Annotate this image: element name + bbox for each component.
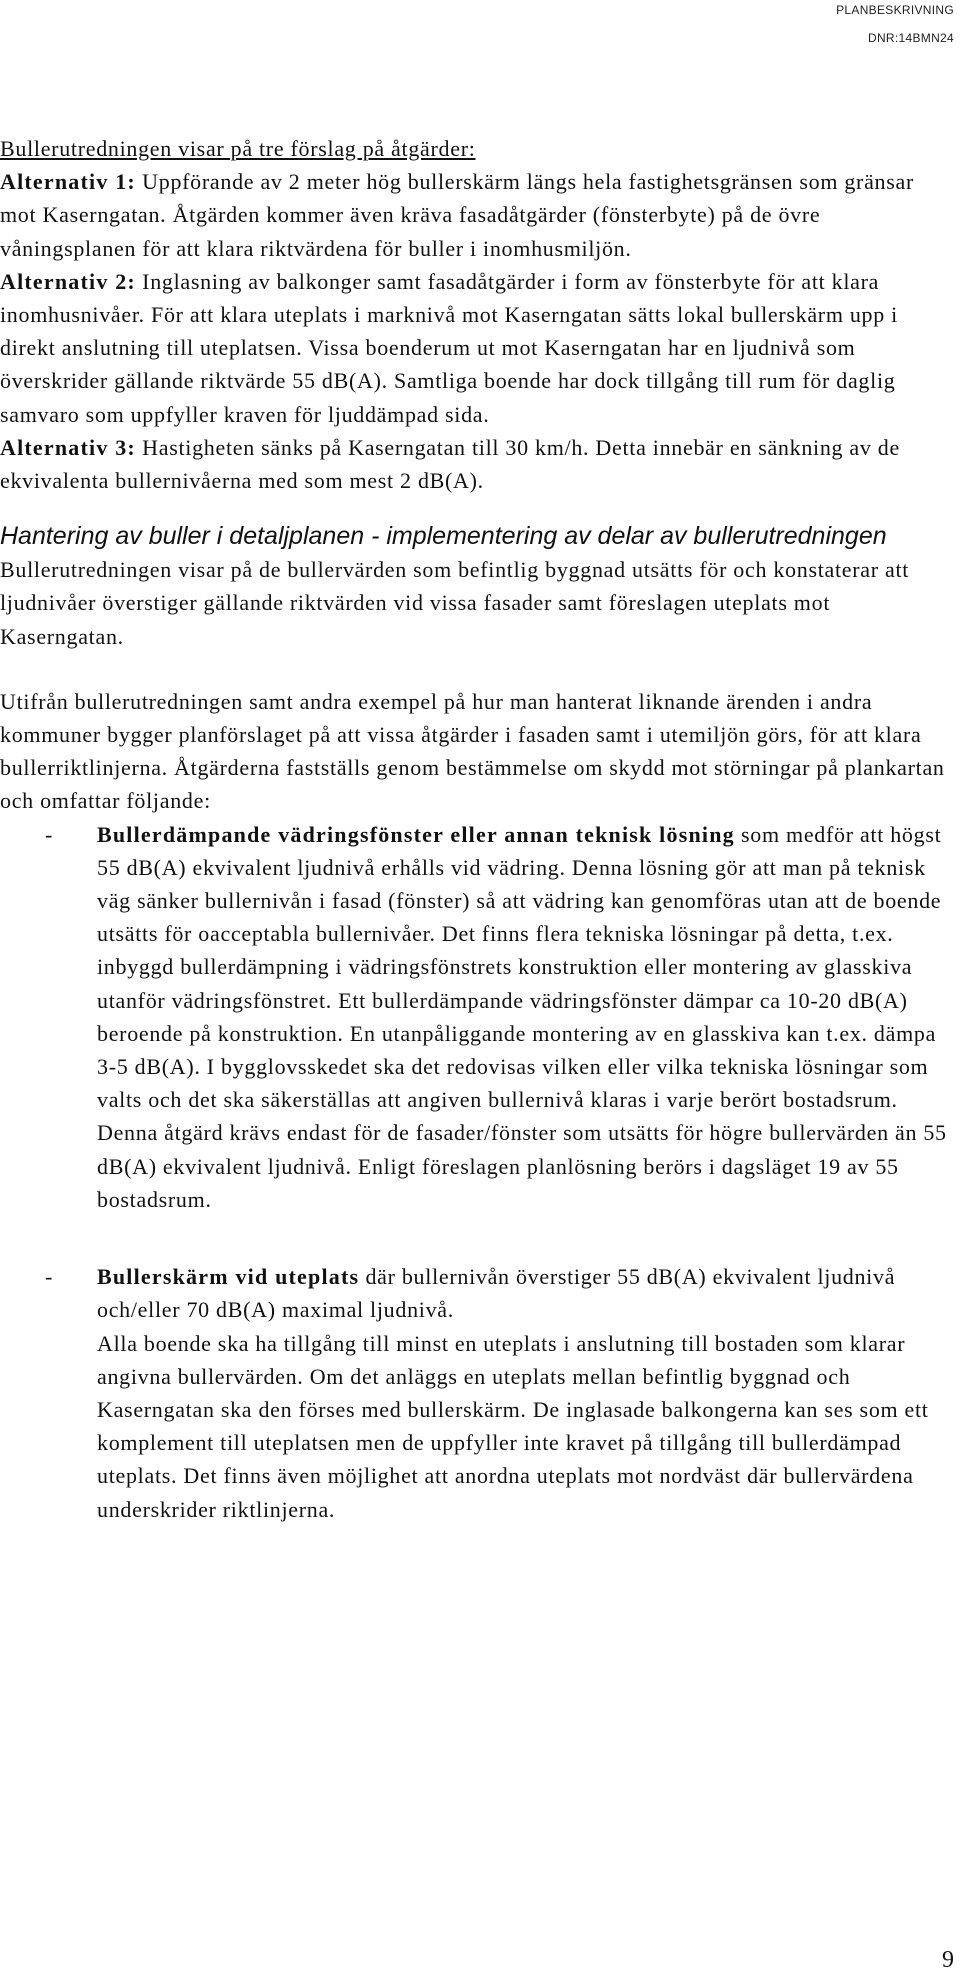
list-item-1-extra: Denna åtgärd krävs endast för de fasader/fönster som utsätts för högre bullervärden än 55 dB(A) ekvivalent ljudnivå. Enligt föreslagen planlösning berörs i dagsläget 19 av 55 bostadsrum. bbox=[97, 1120, 947, 1212]
list-item-2-main bbox=[97, 1260, 955, 1326]
alternative-3-label: Alternativ 3: bbox=[0, 434, 136, 460]
page-content bbox=[0, 132, 955, 1526]
list-item-1-main bbox=[97, 818, 955, 1117]
list-dash: - bbox=[45, 1264, 54, 1290]
list-item-2-bold: Bullerskärm vid uteplats bbox=[97, 1264, 360, 1290]
section-paragraph-2: Utifrån bullerutredningen samt andra exempel på hur man hanterat liknande ärenden i andra kommuner bygger planförslaget på att vissa åtgärder i fasaden samt i utemiljön görs, för att klara bullerriktlinjerna. Åtgärderna fastställs genom bestämmelse om skydd mot störningar på plankartan och omfattar följande: bbox=[0, 688, 945, 814]
alternative-3-text: Hastigheten sänks på Kaserngatan till 30 km/h. Detta innebär en sänkning av de ekvivalenta bullernivåerna med som mest 2 dB(A). bbox=[0, 434, 900, 494]
list-spacer bbox=[0, 1216, 955, 1260]
list-item-vadringsfonster bbox=[0, 818, 955, 1216]
intro-line: Bullerutredningen visar på tre förslag på åtgärder: bbox=[0, 136, 476, 161]
list-item-2-text: där bullernivån överstiger 55 dB(A) ekvivalent ljudnivå och/eller 70 dB(A) maximal ljudnivå. bbox=[97, 1264, 896, 1323]
list-item-1-text: som medför att högst 55 dB(A) ekvivalent ljudnivå erhålls vid vädring. Denna lösning gör att man på teknisk väg sänker bullernivån i fasad (fönster) så att vädring kan genomföras utan att de boende utsätts för oacceptabla bullernivåer. Det finns flera tekniska lösningar på detta, t.ex. inbyggd bullerdämpning i vädringsfönstrets konstruktion eller montering av glasskiva utanför vädringsfönstret. Ett bullerdämpande vädringsfönster dämpar ca 10-20 dB(A) beroende på konstruktion. En utanpåliggande montering av en glasskiva kan t.ex. dämpa 3-5 dB(A). I bygglovsskedet ska det redovisas vilken eller vilka tekniska lösningar som valts och det ska säkerställas att angiven bullernivå klaras i varje berört bostadsrum. bbox=[97, 821, 942, 1113]
alternative-2 bbox=[0, 265, 955, 431]
alternative-2-label: Alternativ 2: bbox=[0, 268, 136, 294]
alternative-1 bbox=[0, 165, 955, 265]
document-type-header: PLANBESKRIVNING bbox=[836, 3, 954, 17]
list-item-2-extra: Alla boende ska ha tillgång till minst en uteplats i anslutning till bostaden som klarar angivna bullervärden. Om det anläggs en uteplats mellan befintlig byggnad och Kaserngatan ska den förses med bullerskärm. De inglasade balkongerna kan ses som ett komplement till uteplatsen men de uppfyller inte kravet på tillgång till bullerdämpad uteplats. Det finns även möjlighet att anordna uteplats mot nordväst där bullervärdena underskrider riktlinjerna. bbox=[97, 1330, 929, 1522]
alternative-1-text: Uppförande av 2 meter hög bullerskärm längs hela fastighetsgränsen som gränsar mot Kaserngatan. Åtgärden kommer även kräva fasadåtgärder (fönsterbyte) på de övre våningsplanen för att klara riktvärdena för buller i inomhusmiljön. bbox=[0, 169, 914, 261]
document-number-header: DNR:14BMN24 bbox=[868, 31, 954, 45]
page-number: 9 bbox=[942, 1947, 954, 1973]
alternative-2-text: Inglasning av balkonger samt fasadåtgärder i form av fönsterbyte för att klara inomhusnivåer. För att klara uteplats i marknivå mot Kaserngatan sätts lokal bullerskärm upp i direkt anslutning till uteplatsen. Vissa boenderum ut mot Kaserngatan har en ljudnivå som överskrider gällande riktvärde 55 dB(A). Samtliga boende har dock tillgång till rum för daglig samvaro som uppfyller kraven för ljuddämpad sida. bbox=[0, 268, 898, 427]
list-item-1-bold: Bullerdämpande vädringsfönster eller annan teknisk lösning bbox=[97, 821, 735, 847]
alternative-1-label: Alternativ 1: bbox=[0, 169, 136, 195]
section-heading: Hantering av buller i detaljplanen - implementering av delar av bullerutredningen bbox=[0, 522, 887, 551]
list-dash: - bbox=[45, 821, 54, 847]
list-item-bullerskarm bbox=[0, 1260, 955, 1526]
alternative-3 bbox=[0, 431, 955, 497]
section-paragraph-1: Bullerutredningen visar på de bullervärden som befintlig byggnad utsätts för och konstaterar att ljudnivåer överstiger gällande riktvärden vid vissa fasader samt föreslagen uteplats mot Kaserngatan. bbox=[0, 557, 910, 649]
paragraph-spacer bbox=[0, 653, 955, 685]
